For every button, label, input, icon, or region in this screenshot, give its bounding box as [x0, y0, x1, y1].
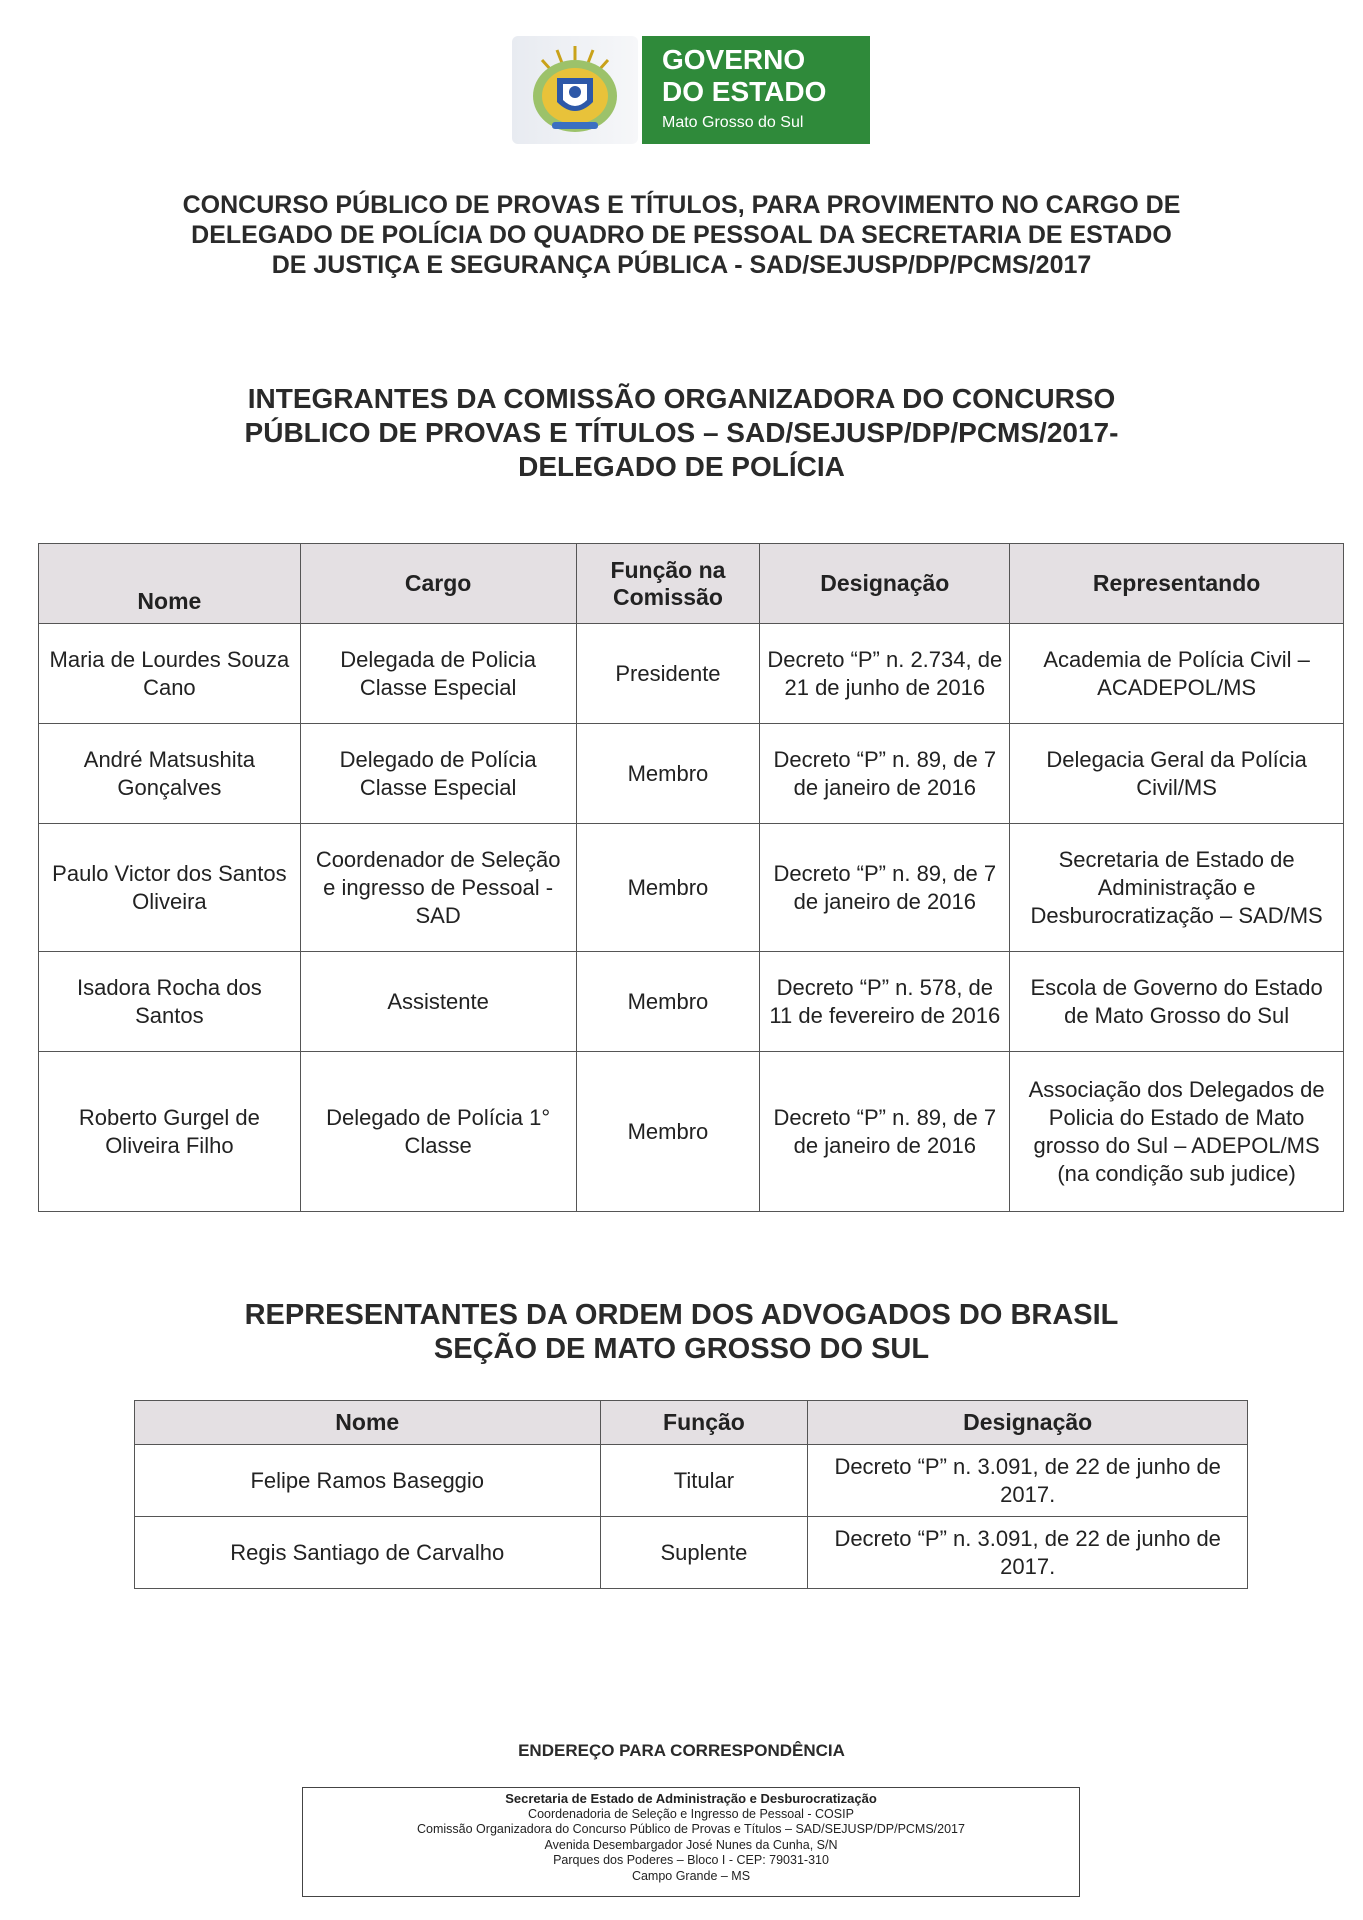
oab-table [134, 1400, 1248, 1589]
cell-funcao: Membro [576, 724, 760, 824]
oab-title-line: REPRESENTANTES DA ORDEM DOS ADVOGADOS DO BRASIL [244, 1299, 1119, 1331]
commission-table [38, 543, 1344, 1212]
cell-nome: Paulo Victor dos Santos Oliveira [39, 824, 301, 952]
cell-funcao: Suplente [600, 1517, 808, 1589]
document-title-line: DELEGADO DE POLÍCIA DO QUADRO DE PESSOAL DA SECRETARIA DE ESTADO [191, 221, 1172, 249]
header-nome: Nome [135, 1401, 601, 1445]
section-title-line: INTEGRANTES DA COMISSÃO ORGANIZADORA DO CONCURSO [247, 383, 1116, 414]
address-box [302, 1787, 1080, 1897]
table-row [39, 724, 1344, 824]
oab-title-line: SEÇÃO DE MATO GROSSO DO SUL [433, 1333, 930, 1365]
table-row [39, 1052, 1344, 1212]
cell-representando: Academia de Polícia Civil – ACADEPOL/MS [1010, 624, 1344, 724]
correspondence-heading: ENDEREÇO PARA CORRESPONDÊNCIA [518, 1741, 845, 1760]
cell-representando: Delegacia Geral da Polícia Civil/MS [1010, 724, 1344, 824]
commission-section-title [60, 382, 1303, 484]
document-title-line: CONCURSO PÚBLICO DE PROVAS E TÍTULOS, PARA PROVIMENTO NO CARGO DE [182, 191, 1181, 219]
table-header-row [39, 544, 1344, 624]
address-line: Parques dos Poderes – Bloco I - CEP: 79031-310 [553, 1853, 829, 1867]
cell-funcao: Titular [600, 1445, 808, 1517]
table-row [135, 1517, 1248, 1589]
state-coat-of-arms-icon [512, 36, 638, 144]
table-row [39, 824, 1344, 952]
logo-line-do-estado: DO ESTADO [662, 76, 827, 107]
cell-nome: Roberto Gurgel de Oliveira Filho [39, 1052, 301, 1212]
cell-cargo: Delegada de Policia Classe Especial [300, 624, 576, 724]
table-row [39, 952, 1344, 1052]
cell-funcao: Membro [576, 952, 760, 1052]
cell-representando: Associação dos Delegados de Policia do Estado de Mato grosso do Sul – ADEPOL/MS (na condição sub judice) [1010, 1052, 1344, 1212]
cell-cargo: Delegado de Polícia 1° Classe [300, 1052, 576, 1212]
table-header-row [135, 1401, 1248, 1445]
cell-funcao: Membro [576, 1052, 760, 1212]
address-line: Campo Grande – MS [631, 1868, 751, 1883]
header-funcao: Função [600, 1401, 808, 1445]
header-designacao: Designação [808, 1401, 1248, 1445]
logo-line-state: Mato Grosso do Sul [662, 114, 804, 131]
state-logo [512, 36, 872, 144]
cell-designacao: Decreto “P” n. 89, de 7 de janeiro de 2016 [760, 824, 1010, 952]
cell-designacao: Decreto “P” n. 2.734, de 21 de junho de 2016 [760, 624, 1010, 724]
cell-funcao: Membro [576, 824, 760, 952]
cell-nome: Felipe Ramos Baseggio [135, 1445, 601, 1517]
section-title-line: PÚBLICO DE PROVAS E TÍTULOS – SAD/SEJUSP/DP/PCMS/2017- [244, 417, 1119, 448]
cell-cargo: Delegado de Polícia Classe Especial [300, 724, 576, 824]
cell-funcao: Presidente [576, 624, 760, 724]
cell-designacao: Decreto “P” n. 3.091, de 22 de junho de 2017. [808, 1445, 1248, 1517]
cell-representando: Escola de Governo do Estado de Mato Grosso do Sul [1010, 952, 1344, 1052]
table-row [39, 624, 1344, 724]
cell-designacao: Decreto “P” n. 578, de 11 de fevereiro de 2016 [760, 952, 1010, 1052]
header-designacao: Designação [760, 544, 1010, 624]
document-title-line: DE JUSTIÇA E SEGURANÇA PÚBLICA - SAD/SEJUSP/DP/PCMS/2017 [271, 251, 1092, 279]
address-line: Comissão Organizadora do Concurso Público de Provas e Títulos – SAD/SEJUSP/DP/PCMS/2017 [417, 1822, 965, 1836]
header-nome: Nome [39, 544, 301, 624]
logo-line-governo: GOVERNO [662, 44, 806, 75]
cell-designacao: Decreto “P” n. 3.091, de 22 de junho de 2017. [808, 1517, 1248, 1589]
header-funcao: Função na Comissão [576, 544, 760, 624]
table-row [135, 1445, 1248, 1517]
address-line: Coordenadoria de Seleção e Ingresso de Pessoal - COSIP [528, 1806, 854, 1821]
cell-designacao: Decreto “P” n. 89, de 7 de janeiro de 2016 [760, 1052, 1010, 1212]
government-banner [642, 36, 870, 144]
cell-nome: Maria de Lourdes Souza Cano [39, 624, 301, 724]
oab-section-title [60, 1298, 1303, 1366]
cell-nome: Regis Santiago de Carvalho [135, 1517, 601, 1589]
cell-representando: Secretaria de Estado de Administração e Desburocratização – SAD/MS [1010, 824, 1344, 952]
cell-cargo: Coordenador de Seleção e ingresso de Pessoal - SAD [300, 824, 576, 952]
header-representando: Representando [1010, 544, 1344, 624]
cell-designacao: Decreto “P” n. 89, de 7 de janeiro de 2016 [760, 724, 1010, 824]
address-line: Avenida Desembargador José Nunes da Cunha, S/N [544, 1837, 838, 1852]
cell-nome: André Matsushita Gonçalves [39, 724, 301, 824]
cell-cargo: Assistente [300, 952, 576, 1052]
header-cargo: Cargo [300, 544, 576, 624]
document-title [60, 190, 1303, 280]
cell-nome: Isadora Rocha dos Santos [39, 952, 301, 1052]
section-title-line: DELEGADO DE POLÍCIA [518, 451, 845, 482]
address-line: Secretaria de Estado de Administração e Desburocratização [505, 1791, 877, 1806]
